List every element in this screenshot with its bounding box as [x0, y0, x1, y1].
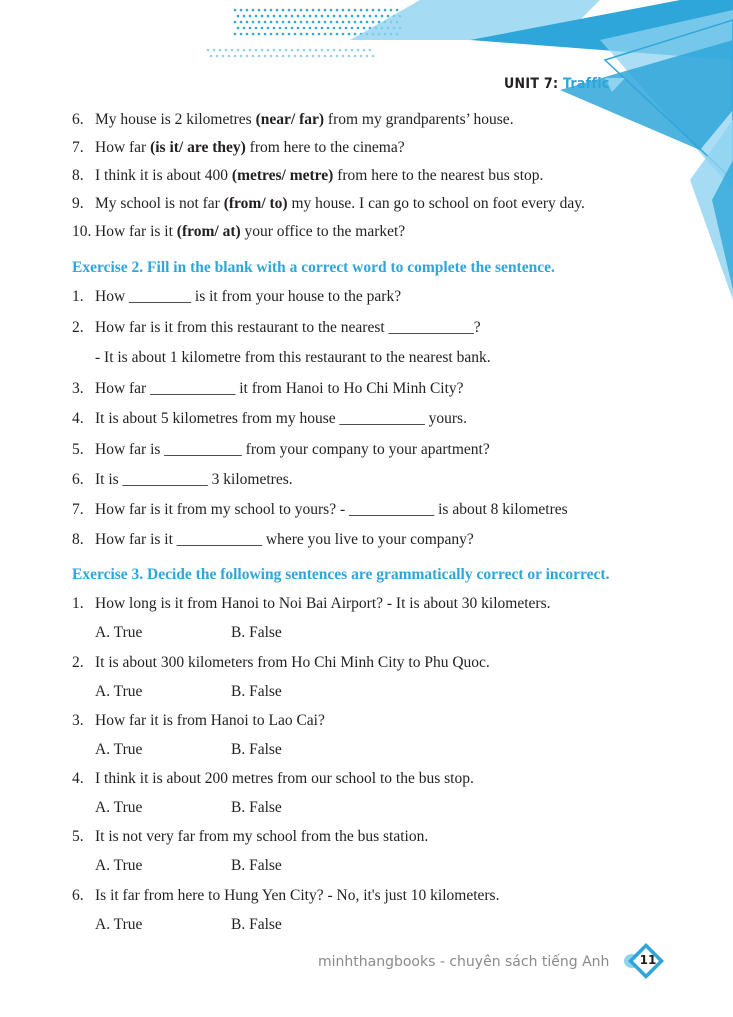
sentence-text: How far — [95, 139, 151, 156]
decor-dot — [321, 27, 324, 30]
decor-dot — [375, 15, 378, 18]
decor-dot — [300, 33, 303, 36]
decor-dot — [300, 9, 303, 12]
decor-dot — [306, 55, 309, 58]
decor-dot — [345, 49, 348, 52]
decor-dot — [264, 33, 267, 36]
decor-dot — [315, 49, 318, 52]
decor-dot — [387, 15, 390, 18]
answer-choice: (from/ at) — [176, 223, 241, 240]
decor-dot — [357, 15, 360, 18]
decor-dot — [330, 9, 333, 12]
item-number: 9. — [72, 195, 84, 212]
exercise-3-item — [72, 595, 550, 613]
decor-dot — [261, 27, 264, 30]
exercise-2-item — [72, 410, 467, 428]
decor-dot — [249, 27, 252, 30]
decor-dot — [360, 21, 363, 24]
decor-dot — [207, 49, 210, 52]
decor-dot — [279, 49, 282, 52]
decor-dot — [297, 49, 300, 52]
decor-dot — [231, 49, 234, 52]
decor-dot — [249, 15, 252, 18]
decor-dot — [357, 49, 360, 52]
decor-dot — [288, 55, 291, 58]
decor-dot — [327, 15, 330, 18]
unit-topic: Traffic — [563, 76, 610, 92]
item-number: 6. — [72, 471, 84, 488]
decor-dot — [330, 55, 333, 58]
decor-dot — [366, 55, 369, 58]
sentence-text: from my grandparents’ house. — [324, 111, 514, 128]
sentence-text: How far is it from this restaurant to the nearest ___________? — [95, 319, 481, 336]
decor-dot — [273, 27, 276, 30]
option-b: B. False — [231, 857, 282, 874]
decor-dot — [291, 49, 294, 52]
decor-dot — [348, 33, 351, 36]
decor-dot — [243, 27, 246, 30]
item-number: 8. — [72, 167, 84, 184]
exercise-3-item — [72, 828, 428, 846]
decor-dot — [381, 15, 384, 18]
decor-dot — [297, 15, 300, 18]
decor-dot — [312, 9, 315, 12]
decor-dot — [237, 49, 240, 52]
decor-dot — [255, 27, 258, 30]
sentence-text: How ________ is it from your house to the park? — [95, 288, 402, 305]
decor-dot — [342, 55, 345, 58]
decor-dot — [276, 21, 279, 24]
decor-dot — [276, 9, 279, 12]
decor-dot — [342, 9, 345, 12]
decor-dot — [252, 55, 255, 58]
decor-dot — [333, 27, 336, 30]
decor-dot — [336, 9, 339, 12]
decor-dot — [357, 27, 360, 30]
decor-dot — [309, 27, 312, 30]
decor-dot — [315, 15, 318, 18]
item-number: 5. — [72, 441, 84, 458]
decor-dot — [321, 15, 324, 18]
exercise-1-item — [72, 139, 405, 157]
decor-dot — [246, 9, 249, 12]
item-number: 3. — [72, 380, 84, 397]
sentence-text: It is about 5 kilometres from my house ___________ yours. — [95, 410, 467, 427]
decor-dot — [255, 15, 258, 18]
decor-dot — [255, 49, 258, 52]
exercise-2-item — [72, 501, 568, 519]
decor-dot — [390, 9, 393, 12]
decor-dot — [264, 21, 267, 24]
decor-dot — [264, 55, 267, 58]
sentence-text: from here to the cinema? — [245, 139, 405, 156]
decor-dot — [354, 33, 357, 36]
decor-dot — [273, 49, 276, 52]
exercise-1-item — [72, 195, 585, 213]
decor-dot — [324, 55, 327, 58]
decor-dot — [252, 21, 255, 24]
option-b: B. False — [231, 741, 282, 758]
decor-dot — [336, 21, 339, 24]
exercise-2-item — [72, 441, 490, 459]
decor-dot — [285, 27, 288, 30]
sentence-text: Is it far from here to Hung Yen City? - No, it's just 10 kilometers. — [95, 887, 500, 904]
item-number: 4. — [72, 410, 84, 427]
sentence-text: How far is __________ from your company to your apartment? — [95, 441, 490, 458]
decor-dot — [291, 15, 294, 18]
decor-dot — [294, 21, 297, 24]
decor-dot — [270, 33, 273, 36]
sentence-text: my house. I can go to school on foot every day. — [287, 195, 585, 212]
decor-dot — [294, 55, 297, 58]
answer-choice: (metres/ metre) — [231, 167, 334, 184]
decor-dot — [369, 15, 372, 18]
exercise-2-item — [72, 531, 474, 549]
decor-dot — [369, 49, 372, 52]
decor-dot — [285, 15, 288, 18]
decor-dot — [324, 21, 327, 24]
item-number: 7. — [72, 139, 84, 156]
decor-dot — [339, 27, 342, 30]
decor-dot — [261, 49, 264, 52]
decor-dot — [363, 15, 366, 18]
sentence-text: How far is it from my school to yours? - ___________ is about 8 kilometres — [95, 501, 568, 518]
decor-dot — [384, 9, 387, 12]
decor-dot — [327, 49, 330, 52]
decor-dot — [351, 15, 354, 18]
option-b: B. False — [231, 799, 282, 816]
decor-dot — [372, 9, 375, 12]
decor-dot — [339, 49, 342, 52]
decor-dot — [237, 15, 240, 18]
decor-dot — [246, 21, 249, 24]
decor-dot — [294, 9, 297, 12]
option-a: A. True — [95, 741, 143, 758]
item-number: 6. — [72, 887, 84, 904]
item-number: 1. — [72, 288, 84, 305]
decor-dot — [264, 9, 267, 12]
decor-dot — [327, 27, 330, 30]
sentence-text: your office to the market? — [240, 223, 406, 240]
decor-dot — [336, 33, 339, 36]
decor-dot — [354, 55, 357, 58]
decor-dot — [360, 9, 363, 12]
item-number: 1. — [72, 595, 84, 612]
decor-dot — [297, 27, 300, 30]
decor-dot — [219, 49, 222, 52]
decor-dot — [312, 55, 315, 58]
decor-dot — [240, 9, 243, 12]
exercise-3-item — [72, 654, 490, 672]
item-number: 6. — [72, 111, 84, 128]
decor-dot — [345, 15, 348, 18]
decor-dot — [267, 49, 270, 52]
sentence-text: It is not very far from my school from the bus station. — [95, 828, 429, 845]
decor-dot — [225, 49, 228, 52]
decor-dot — [267, 15, 270, 18]
sentence-text: It is about 300 kilometers from Ho Chi Minh City to Phu Quoc. — [95, 654, 490, 671]
decor-dot — [234, 55, 237, 58]
decor-dot — [276, 33, 279, 36]
sentence-text: - It is about 1 kilometre from this restaurant to the nearest bank. — [95, 349, 491, 366]
decor-dot — [234, 21, 237, 24]
answer-choice: (near/ far) — [255, 111, 325, 128]
decor-dot — [282, 21, 285, 24]
decor-dot — [336, 55, 339, 58]
item-number: 4. — [72, 770, 84, 787]
sentence-text: How far it is from Hanoi to Lao Cai? — [95, 712, 325, 729]
decor-dot — [282, 9, 285, 12]
decor-dot — [363, 49, 366, 52]
decor-dot — [210, 55, 213, 58]
decor-dot — [252, 33, 255, 36]
decor-dot — [348, 55, 351, 58]
decor-dot — [288, 9, 291, 12]
decor-dot — [243, 15, 246, 18]
decor-dot — [276, 55, 279, 58]
sentence-text: It is ___________ 3 kilometres. — [95, 471, 293, 488]
decor-dot — [294, 33, 297, 36]
decor-dot — [354, 21, 357, 24]
decor-dot — [339, 15, 342, 18]
decor-dot — [267, 27, 270, 30]
unit-label: UNIT 7: — [504, 76, 559, 92]
exercise-2-item — [72, 349, 491, 367]
decor-dot — [282, 55, 285, 58]
item-number: 2. — [72, 319, 84, 336]
decor-dot — [258, 9, 261, 12]
sentence-text: How far ___________ it from Hanoi to Ho Chi Minh City? — [95, 380, 464, 397]
option-b: B. False — [231, 624, 282, 641]
item-number: 8. — [72, 531, 84, 548]
page-number: 11 — [639, 953, 657, 967]
sentence-text: How far is it ___________ where you live to your company? — [95, 531, 474, 548]
decor-dot — [237, 27, 240, 30]
decor-dot — [363, 27, 366, 30]
dot-pattern-bottom — [207, 49, 375, 58]
option-a: A. True — [95, 799, 143, 816]
option-b: B. False — [231, 916, 282, 933]
sentence-text: My school is not far — [95, 195, 224, 212]
decor-dot — [309, 15, 312, 18]
sentence-text: My house is 2 kilometres — [95, 111, 256, 128]
decor-dot — [342, 33, 345, 36]
option-a: A. True — [95, 683, 143, 700]
exercise-3-item — [72, 712, 325, 730]
decor-dot — [366, 9, 369, 12]
decor-dot — [306, 33, 309, 36]
decor-dot — [345, 27, 348, 30]
decor-dot — [246, 55, 249, 58]
decor-dot — [216, 55, 219, 58]
decor-dot — [312, 33, 315, 36]
option-b: B. False — [231, 683, 282, 700]
decor-dot — [279, 15, 282, 18]
exercise-2-item — [72, 380, 464, 398]
decor-dot — [249, 49, 252, 52]
decor-dot — [228, 55, 231, 58]
exercise-2-item — [72, 319, 481, 337]
decor-dot — [303, 49, 306, 52]
decor-dot — [378, 9, 381, 12]
decor-dot — [318, 9, 321, 12]
item-number: 2. — [72, 654, 84, 671]
decor-dot — [324, 33, 327, 36]
decor-dot — [270, 55, 273, 58]
decor-dot — [330, 21, 333, 24]
decor-dot — [318, 55, 321, 58]
decor-dot — [258, 55, 261, 58]
footer-text: minhthangbooks - chuyên sách tiếng Anh — [318, 954, 610, 970]
decor-dot — [303, 27, 306, 30]
decor-dot — [333, 49, 336, 52]
decor-dot — [372, 21, 375, 24]
decor-dot — [270, 21, 273, 24]
decor-dot — [312, 21, 315, 24]
decor-dot — [261, 15, 264, 18]
exercise-1-item — [72, 111, 514, 129]
decor-dot — [234, 33, 237, 36]
decor-dot — [351, 27, 354, 30]
decor-dot — [273, 15, 276, 18]
exercise-2-item — [72, 288, 401, 306]
decor-dot — [321, 49, 324, 52]
decor-dot — [333, 15, 336, 18]
decor-dot — [300, 21, 303, 24]
decor-dot — [342, 21, 345, 24]
sentence-text: I think it is about 200 metres from our school to the bus stop. — [95, 770, 474, 787]
item-number: 10. — [72, 223, 92, 240]
decor-dot — [396, 9, 399, 12]
decor-dot — [240, 33, 243, 36]
decor-dot — [240, 21, 243, 24]
decor-dot — [315, 27, 318, 30]
decor-dot — [306, 21, 309, 24]
decor-dot — [288, 33, 291, 36]
decor-dot — [288, 21, 291, 24]
exercise-3-item — [72, 887, 499, 905]
sentence-text: I think it is about 400 — [95, 167, 232, 184]
decor-dot — [330, 33, 333, 36]
decor-dot — [351, 49, 354, 52]
decor-dot — [258, 33, 261, 36]
exercise-3-item — [72, 770, 474, 788]
decor-dot — [348, 21, 351, 24]
decor-dot — [240, 55, 243, 58]
decor-dot — [252, 9, 255, 12]
decor-dot — [282, 33, 285, 36]
decor-dot — [354, 9, 357, 12]
item-number: 3. — [72, 712, 84, 729]
decor-dot — [246, 33, 249, 36]
decor-dot — [222, 55, 225, 58]
decor-dot — [258, 21, 261, 24]
unit-header — [504, 76, 610, 92]
decor-dot — [348, 9, 351, 12]
decor-dot — [243, 49, 246, 52]
decor-dot — [303, 15, 306, 18]
decor-dot — [306, 9, 309, 12]
decor-dot — [300, 55, 303, 58]
decor-dot — [318, 21, 321, 24]
exercise-3-title: Exercise 3. Decide the following sentences are grammatically correct or incorrect. — [72, 566, 610, 583]
item-number: 7. — [72, 501, 84, 518]
sentence-text: How far is it — [95, 223, 177, 240]
option-a: A. True — [95, 624, 143, 641]
item-number: 5. — [72, 828, 84, 845]
exercise-2-title: Exercise 2. Fill in the blank with a correct word to complete the sentence. — [72, 259, 555, 276]
sentence-text: from here to the nearest bus stop. — [333, 167, 544, 184]
decor-dot — [291, 27, 294, 30]
decor-dot — [309, 49, 312, 52]
option-a: A. True — [95, 857, 143, 874]
answer-choice: (from/ to) — [223, 195, 288, 212]
exercise-2-item — [72, 471, 293, 489]
answer-choice: (is it/ are they) — [150, 139, 246, 156]
exercise-1-item — [72, 223, 405, 241]
decor-dot — [366, 21, 369, 24]
decor-dot — [270, 9, 273, 12]
decor-dot — [318, 33, 321, 36]
decor-dot — [279, 27, 282, 30]
exercise-1-item — [72, 167, 543, 185]
decor-dot — [360, 55, 363, 58]
decor-dot — [234, 9, 237, 12]
option-a: A. True — [95, 916, 143, 933]
decor-dot — [372, 55, 375, 58]
decor-dot — [285, 49, 288, 52]
decor-dot — [324, 9, 327, 12]
decor-dot — [213, 49, 216, 52]
sentence-text: How long is it from Hanoi to Noi Bai Airport? - It is about 30 kilometers. — [95, 595, 551, 612]
